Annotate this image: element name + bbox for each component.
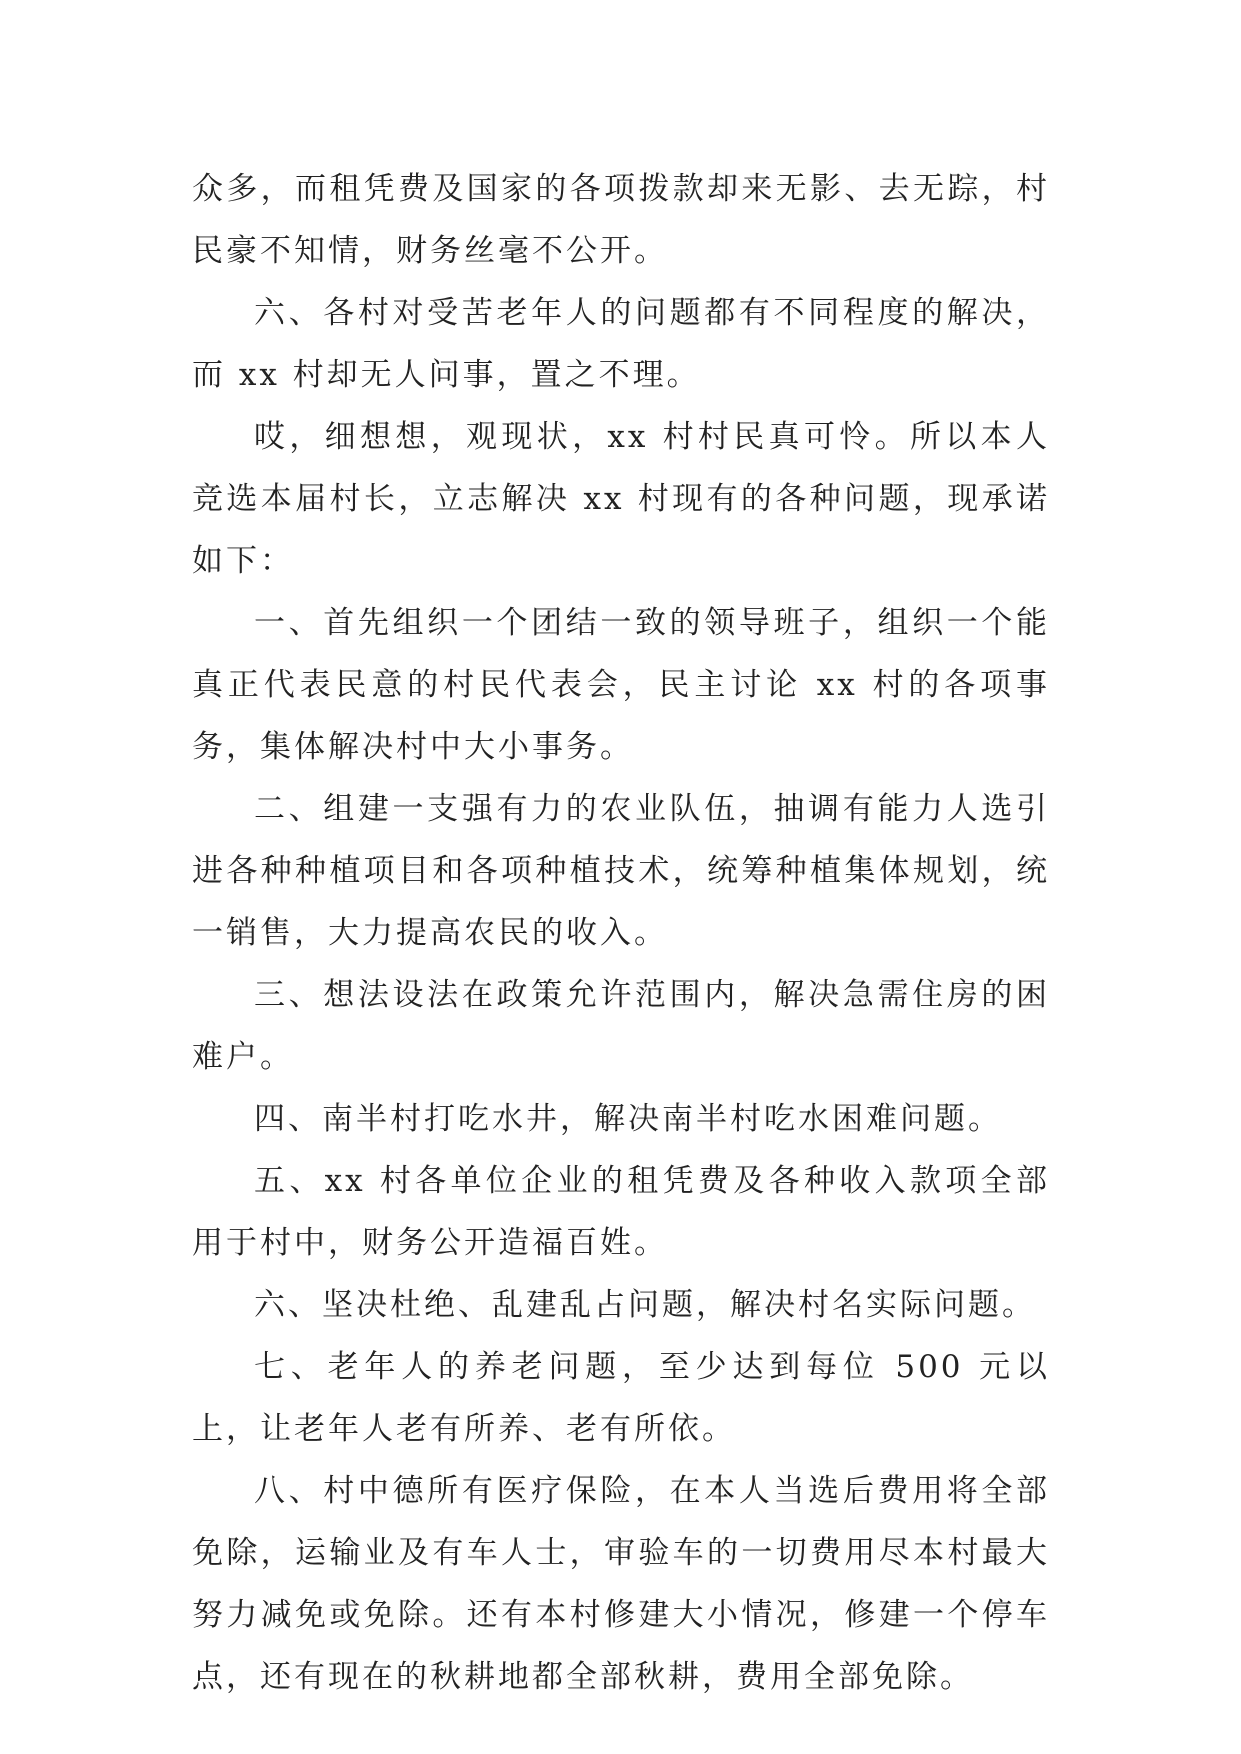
paragraph-promise-6: 六、坚决杜绝、乱建乱占问题，解决村名实际问题。 bbox=[254, 1287, 1036, 1323]
paragraph-item-6-issue: 六、各村对受苦老年人的问题都有不同程度的解决，而 xx 村却无人问事，置之不理。 bbox=[192, 295, 1050, 393]
paragraph-promise-4: 四、南半村打吃水井，解决南半村吃水困难问题。 bbox=[254, 1101, 1002, 1137]
paragraph-promise-1: 一、首先组织一个团结一致的领导班子，组织一个能真正代表民意的村民代表会，民主讨论 xx 村的各项事务，集体解决村中大小事务。 bbox=[192, 605, 1050, 765]
paragraph-promise-2: 二、组建一支强有力的农业队伍，抽调有能力人选引进各种种植项目和各项种植技术，统筹种植集体规划，统一销售，大力提高农民的收入。 bbox=[192, 791, 1050, 951]
document-body bbox=[192, 158, 1050, 1708]
paragraph-introduction: 哎，细想想，观现状，xx 村村民真可怜。所以本人竞选本届村长，立志解决 xx 村现有的各种问题，现承诺如下： bbox=[192, 419, 1050, 579]
paragraph-promise-8: 八、村中德所有医疗保险，在本人当选后费用将全部免除，运输业及有车人士，审验车的一切费用尽本村最大努力减免或免除。还有本村修建大小情况，修建一个停车点，还有现在的秋耕地都全部秋耕，费用全部免除。 bbox=[192, 1473, 1050, 1695]
paragraph-promise-5: 五、xx 村各单位企业的租凭费及各种收入款项全部用于村中，财务公开造福百姓。 bbox=[192, 1163, 1050, 1261]
paragraph-promise-7: 七、老年人的养老问题，至少达到每位 500 元以上，让老年人老有所养、老有所依。 bbox=[192, 1349, 1050, 1447]
paragraph-continuation: 众多，而租凭费及国家的各项拨款却来无影、去无踪，村民豪不知情，财务丝毫不公开。 bbox=[192, 171, 1050, 269]
paragraph-promise-3: 三、想法设法在政策允许范围内，解决急需住房的困难户。 bbox=[192, 977, 1050, 1075]
